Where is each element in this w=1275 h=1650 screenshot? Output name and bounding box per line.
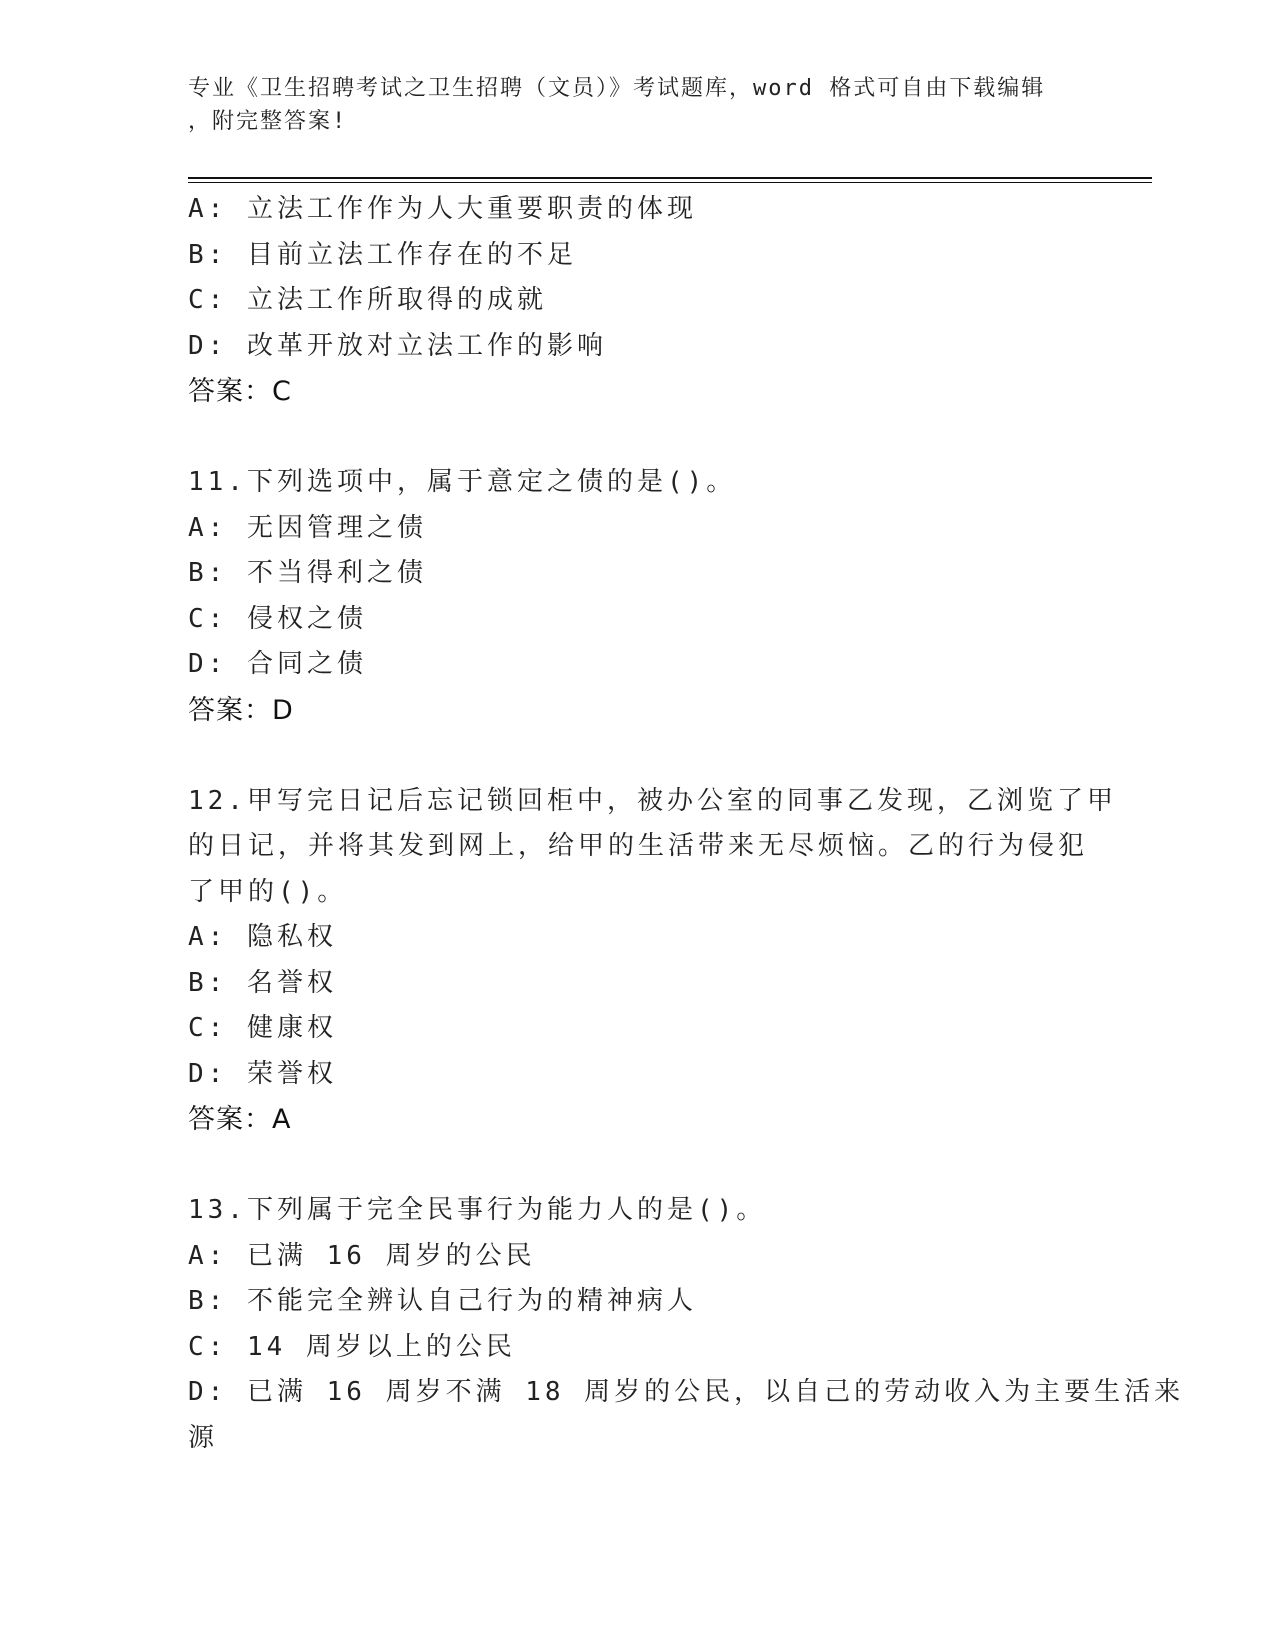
q11-option-a: A: 无因管理之债 bbox=[188, 512, 427, 543]
question-10 bbox=[188, 187, 1088, 415]
spacer bbox=[188, 1143, 1088, 1189]
q12-option-c: C: 健康权 bbox=[188, 1013, 337, 1043]
question-12 bbox=[188, 779, 1117, 1143]
q12-stem-line-2: 的日记，并将其发到网上，给甲的生活带来无尽烦恼。乙的行为侵犯 bbox=[188, 831, 1089, 861]
q13-option-a: A: 已满 16 周岁的公民 bbox=[188, 1240, 536, 1271]
q13-stem: 13.下列属于完全民事行为能力人的是()。 bbox=[188, 1195, 767, 1225]
header-line-1: 专业《卫生招聘考试之卫生招聘（文员）》考试题库，word 格式可自由下载编辑 bbox=[188, 76, 1046, 101]
q11-answer: 答案：D bbox=[188, 694, 294, 726]
question-13 bbox=[188, 1188, 1185, 1461]
q10-answer: 答案：C bbox=[188, 376, 292, 407]
q12-option-b: B: 名誉权 bbox=[188, 967, 337, 998]
q13-option-c: C: 14 周岁以上的公民 bbox=[188, 1331, 516, 1362]
q10-option-b: B: 目前立法工作存在的不足 bbox=[188, 239, 577, 270]
document-header bbox=[188, 72, 1088, 138]
q11-option-d: D: 合同之债 bbox=[188, 649, 367, 679]
q11-option-c: C: 侵权之债 bbox=[188, 603, 367, 634]
q12-option-d: D: 荣誉权 bbox=[188, 1058, 337, 1089]
q11-stem: 11.下列选项中，属于意定之债的是()。 bbox=[188, 467, 737, 497]
q12-answer: 答案：A bbox=[188, 1104, 292, 1135]
q10-option-c: C: 立法工作所取得的成就 bbox=[188, 285, 547, 315]
spacer bbox=[188, 415, 1088, 461]
header-divider-thin bbox=[188, 182, 1152, 183]
q12-stem-line-1: 12.甲写完日记后忘记锁回柜中，被办公室的同事乙发现，乙浏览了甲 bbox=[188, 785, 1117, 816]
spacer bbox=[188, 733, 1088, 779]
question-11 bbox=[188, 460, 1088, 733]
question-list bbox=[188, 187, 1185, 1461]
header-divider-thick bbox=[188, 177, 1152, 179]
q10-option-a: A: 立法工作作为人大重要职责的体现 bbox=[188, 194, 697, 224]
header-line-2: ，附完整答案! bbox=[188, 109, 348, 134]
q10-option-d: D: 改革开放对立法工作的影响 bbox=[188, 330, 607, 361]
q13-option-b: B: 不能完全辨认自己行为的精神病人 bbox=[188, 1286, 697, 1316]
q12-option-a: A: 隐私权 bbox=[188, 922, 337, 952]
q13-option-d-wrap: 源 bbox=[188, 1422, 219, 1453]
q13-option-d: D: 已满 16 周岁不满 18 周岁的公民，以自己的劳动收入为主要生活来 bbox=[188, 1377, 1185, 1407]
q12-stem-line-3: 了甲的()。 bbox=[188, 876, 348, 907]
q11-option-b: B: 不当得利之债 bbox=[188, 558, 427, 588]
